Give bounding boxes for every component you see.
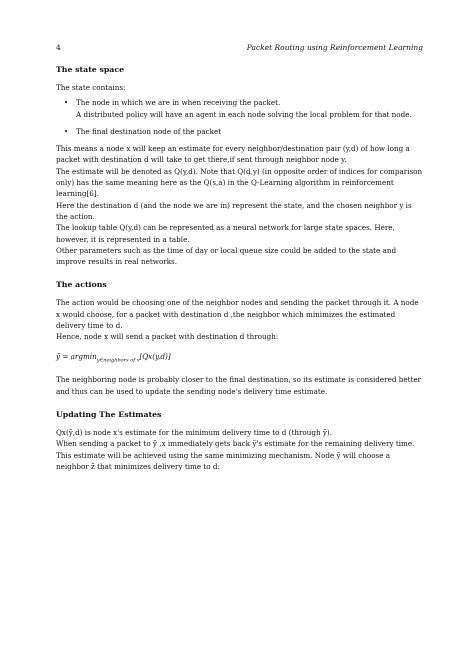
formula-subscript: y∈neighbors of x (96, 357, 140, 364)
paragraph: Qx(ỹ,d) is node x's estimate for the minimum delivery time to d (through ỹ). (56, 427, 333, 437)
state-list (56, 97, 424, 137)
paragraph: Other parameters such as the time of day or local queue size could be added to the state and improve results in real networks. (56, 245, 397, 267)
paragraph: The action would be choosing one of the neighbor nodes and sending the packet through it. A node x would choose, for a packet with destination d ,the neighbor which minimizes the estimated delivery time to d. (56, 298, 419, 331)
paragraph: The lookup table Q(y,d) can be represented as a neural network for large state spaces. Here, however, it is represented in a table. (56, 223, 395, 244)
section-heading-state-space: The state space (56, 65, 125, 74)
state-intro: The state contains: (56, 83, 126, 92)
formula-tail: [Qx(y,d)] (139, 351, 171, 361)
paragraph: When sending a packet to ỹ ,x immediately gets back ỹ's estimate for the remaining delivery time. (56, 439, 415, 449)
paragraph: The neighboring node is probably closer to the final destination, so its estimate is considered better and thus can be used to update the sending node's delivery time estimate. (56, 375, 422, 396)
page-header (56, 43, 423, 55)
paragraph: The estimate will be denoted as Q(y,d). Note that Q(d,y) (in opposite order of indices for comparison only) has the same meaning here as the Q(s,a) in the Q-Learning algorithm in reinforcement learning[6]. (56, 166, 423, 199)
list-item (76, 126, 424, 137)
paragraph: Here the destination d (and the node we are in) represent the state, and the chosen neighbor y is the action. (56, 200, 412, 221)
paragraph: This estimate will be achieved using the same minimizing mechanism. Node ỹ will choose a neighbor z̃ that minimizes delivery time to d: (56, 450, 391, 471)
page-body (56, 64, 424, 472)
argmin-formula (56, 351, 424, 367)
list-item (76, 97, 424, 120)
running-title: Packet Routing using Reinforcement Learning (246, 43, 423, 52)
formula-main: ỹ = argmin (56, 351, 97, 361)
list-item-line: • The node in which we are in when receiving the packet. (76, 98, 281, 108)
section-heading-updating: Updating The Estimates (56, 409, 162, 419)
list-item-line: A distributed policy will have an agent in each node solving the local problem for that node. (76, 109, 412, 119)
paragraph: Hence, node x will send a packet with destination d through: (56, 332, 279, 342)
list-item-line: • The final destination node of the packet (76, 126, 222, 136)
page-number: 4 (56, 43, 61, 52)
paragraph: This means a node x will keep an estimate for every neighbor/destination pair (y,d) of how long a packet with destination d will take to get there,if sent through neighbor node y. (56, 144, 410, 165)
section-heading-actions: The actions (56, 280, 107, 290)
